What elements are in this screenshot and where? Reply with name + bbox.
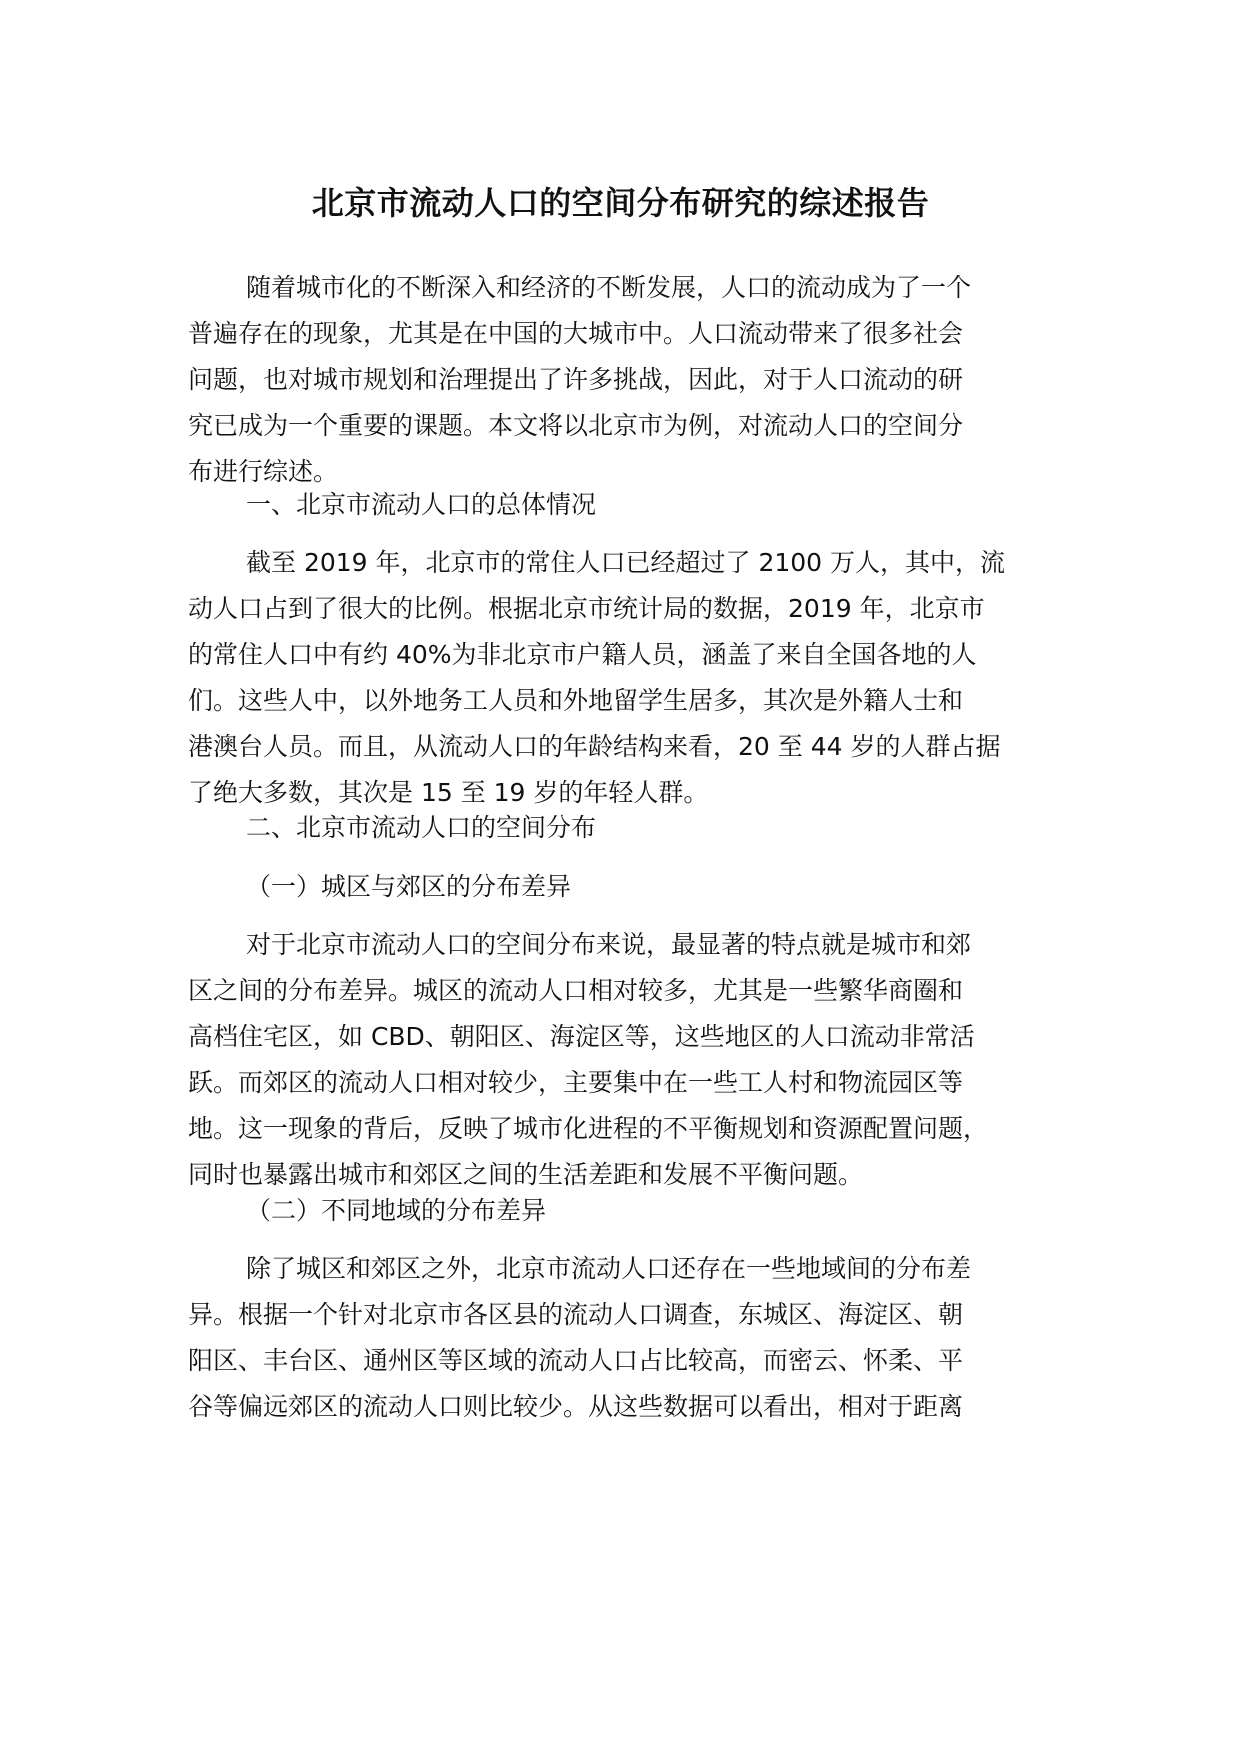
text-line: 了绝大多数，其次是 15 至 19 岁的年轻人群。 (188, 778, 709, 807)
intro-paragraph (188, 265, 1088, 495)
text-line: 对于北京市流动人口的空间分布来说，最显著的特点就是城市和郊 (246, 930, 972, 959)
text-line: 们。这些人中，以外地务工人员和外地留学生居多，其次是外籍人士和 (188, 686, 964, 715)
text-line: 布进行综述。 (188, 457, 339, 486)
text-line: 究已成为一个重要的课题。本文将以北京市为例，对流动人口的空间分 (188, 411, 964, 440)
subsection-heading-urban-suburban (188, 864, 1088, 910)
section-heading-text: 一、北京市流动人口的总体情况 (246, 490, 597, 519)
subsection1-paragraph (188, 922, 1088, 1198)
text-line: 港澳台人员。而且，从流动人口的年龄结构来看，20 至 44 岁的人群占据 (188, 732, 1001, 761)
section-heading-overall (188, 482, 1088, 528)
text-line: 高档住宅区，如 CBD、朝阳区、海淀区等，这些地区的人口流动非常活 (188, 1022, 975, 1051)
text-line: 截至 2019 年，北京市的常住人口已经超过了 2100 万人，其中，流 (246, 548, 1006, 577)
text-line: 跃。而郊区的流动人口相对较少，主要集中在一些工人村和物流园区等 (188, 1068, 964, 1097)
text-line: 除了城区和郊区之外，北京市流动人口还存在一些地域间的分布差 (246, 1254, 972, 1283)
subsection-heading-text: （二）不同地域的分布差异 (246, 1196, 547, 1225)
text-line: 同时也暴露出城市和郊区之间的生活差距和发展不平衡问题。 (188, 1160, 864, 1189)
document-title: 北京市流动人口的空间分布研究的综述报告 (311, 184, 930, 222)
subsection2-paragraph (188, 1246, 1088, 1430)
text-line: 异。根据一个针对北京市各区县的流动人口调查，东城区、海淀区、朝 (188, 1300, 964, 1329)
subsection-heading-text: （一）城区与郊区的分布差异 (246, 872, 572, 901)
text-line: 随着城市化的不断深入和经济的不断发展，人口的流动成为了一个 (246, 273, 972, 302)
text-line: 问题，也对城市规划和治理提出了许多挑战，因此，对于人口流动的研 (188, 365, 964, 394)
text-line: 的常住人口中有约 40%为非北京市户籍人员，涵盖了来自全国各地的人 (188, 640, 977, 669)
section1-paragraph (188, 540, 1088, 816)
subsection-heading-regional (188, 1188, 1088, 1234)
text-line: 谷等偏远郊区的流动人口则比较少。从这些数据可以看出，相对于距离 (188, 1392, 964, 1421)
section-heading-text: 二、北京市流动人口的空间分布 (246, 813, 597, 842)
text-line: 普遍存在的现象，尤其是在中国的大城市中。人口流动带来了很多社会 (188, 319, 964, 348)
text-line: 动人口占到了很大的比例。根据北京市统计局的数据，2019 年，北京市 (188, 594, 985, 623)
text-line: 区之间的分布差异。城区的流动人口相对较多，尤其是一些繁华商圈和 (188, 976, 964, 1005)
text-line: 阳区、丰台区、通州区等区域的流动人口占比较高，而密云、怀柔、平 (188, 1346, 964, 1375)
section-heading-spatial (188, 805, 1088, 851)
text-line: 地。这一现象的背后，反映了城市化进程的不平衡规划和资源配置问题， (188, 1114, 989, 1143)
